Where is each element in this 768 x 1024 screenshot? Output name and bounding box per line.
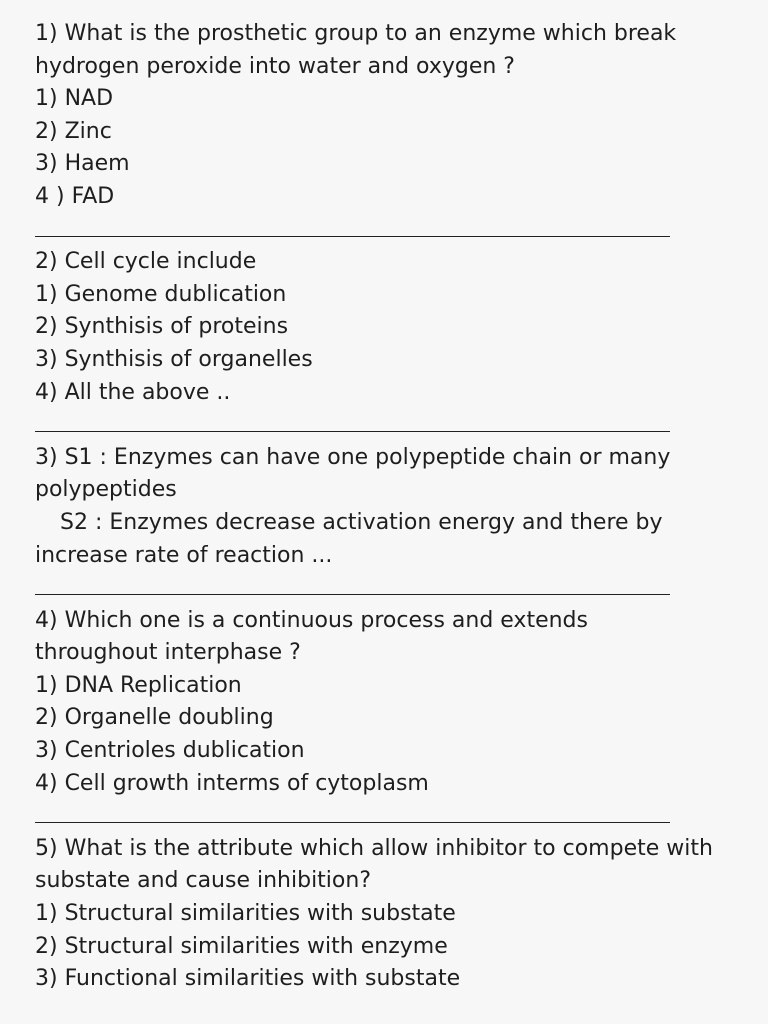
answer-option: 3) Synthisis of organelles <box>35 346 313 372</box>
separator-line <box>35 409 768 442</box>
question-stem-line: polypeptides <box>35 477 177 503</box>
answer-option: 3) Haem <box>35 151 130 177</box>
question-1 <box>35 18 768 214</box>
question-stem-line: 4) Which one is a continuous process and extends <box>35 607 588 633</box>
question-stem-line: S2 : Enzymes decrease activation energy and there by <box>60 509 663 535</box>
question-stem-line: 5) What is the attribute which allow inhibitor to compete with <box>35 835 713 861</box>
question-stem-line: 3) S1 : Enzymes can have one polypeptide chain or many <box>35 444 671 470</box>
answer-option: 1) NAD <box>35 86 114 112</box>
answer-option: 4) Cell growth interms of cytoplasm <box>35 770 429 796</box>
answer-option: 2) Organelle doubling <box>35 705 274 731</box>
answer-option: 1) DNA Replication <box>35 672 242 698</box>
question-stem-line: increase rate of reaction ... <box>35 542 333 568</box>
answer-option: 2) Structural similarities with enzyme <box>35 933 448 959</box>
answer-option: 1) Structural similarities with substate <box>35 901 456 927</box>
answer-option: 2) Zinc <box>35 118 112 144</box>
question-5 <box>35 833 768 996</box>
question-stem-line: hydrogen peroxide into water and oxygen ? <box>35 53 515 79</box>
question-3 <box>35 442 768 572</box>
separator-line <box>35 214 768 247</box>
question-stem-line: 1) What is the prosthetic group to an enzyme which break <box>35 21 677 46</box>
answer-option: 2) Synthisis of proteins <box>35 314 289 340</box>
answer-option: 3) Centrioles dublication <box>35 738 305 764</box>
answer-option: 4 ) FAD <box>35 183 115 209</box>
question-stem-line: throughout interphase ? <box>35 640 301 666</box>
question-2 <box>35 246 768 409</box>
question-4 <box>35 605 768 801</box>
answer-option: 4) All the above .. <box>35 379 231 405</box>
separator-line <box>35 572 768 605</box>
question-stem-line: 2) Cell cycle include <box>35 249 257 275</box>
separator-line <box>35 800 768 833</box>
question-stem-line: substate and cause inhibition? <box>35 868 371 894</box>
answer-option: 1) Genome dublication <box>35 281 287 307</box>
answer-option: 3) Functional similarities with substate <box>35 966 461 992</box>
